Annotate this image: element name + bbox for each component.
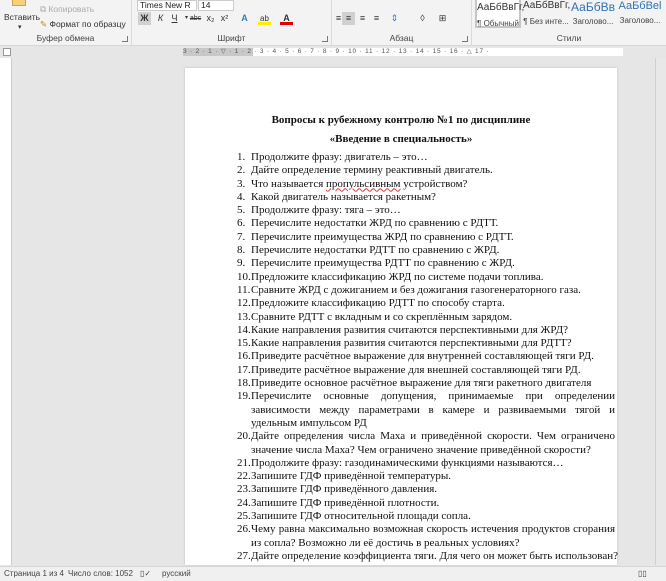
vertical-ruler xyxy=(0,58,12,565)
question-number: 22. xyxy=(237,470,251,483)
ruler-labels: 3 · 2 · 1 · ▽ · 1 · 2 · 3 · 4 · 5 · 6 · 7 · 8 · 9 · 10 · 11 · 12 · 13 · 14 · 15 · 16 · △ 17 · xyxy=(183,48,490,55)
question-item xyxy=(237,257,615,270)
question-item xyxy=(237,510,615,523)
question-item xyxy=(237,497,615,510)
document-subtitle: «Введение в специальность» xyxy=(329,133,473,145)
question-text: Продолжите фразу: двигатель – это… xyxy=(251,151,428,163)
question-item xyxy=(237,244,615,257)
language[interactable]: русский xyxy=(162,569,191,578)
question-text: Предложите классификацию ЖРД по системе подачи топлива. xyxy=(251,270,544,283)
copy-icon: ⧉ xyxy=(40,4,49,14)
styles-group-label: Стили xyxy=(556,33,582,43)
question-text: Что называется xyxy=(251,177,327,190)
question-text: Запишите ГДФ приведённой плотности. xyxy=(251,496,440,509)
style-preview: АаБбВв xyxy=(571,0,615,14)
question-number: 3. xyxy=(237,177,246,190)
question-number: 26. xyxy=(237,523,251,536)
question-item xyxy=(237,231,615,244)
font-launcher-icon[interactable] xyxy=(322,36,328,42)
borders-icon[interactable]: ⊞ xyxy=(438,13,447,23)
align-left-button[interactable]: ≡ xyxy=(335,13,342,23)
question-text: Приведите расчётное выражение для внешней составляющей тяги РД. xyxy=(251,363,581,376)
question-text: устройством? xyxy=(400,177,468,190)
question-item xyxy=(237,311,615,324)
question-text: Предложите классификацию РДТТ по способу старта. xyxy=(251,297,505,310)
question-text: Приведите основное расчётное выражение для тяги ракетного двигателя xyxy=(251,377,592,390)
document-title: Вопросы к рубежному контролю №1 по дисциплине xyxy=(271,114,531,126)
question-number: 27. xyxy=(237,549,251,562)
question-text: Дайте определение коэффициента тяги. Для чего он может быть использован? xyxy=(251,549,618,562)
style-name: Заголово... xyxy=(572,17,614,26)
question-text: Дайте определения числа Маха и приведённой скорости. Чем ограничено значение числа Маха? Чем ограничено значение приведённой скорости? xyxy=(251,430,615,456)
strikethrough-button[interactable]: abc xyxy=(189,15,202,22)
question-item xyxy=(237,151,615,164)
question-item xyxy=(237,284,615,297)
question-number: 4. xyxy=(237,190,246,203)
styles-group xyxy=(472,0,666,46)
question-text: Перечислите преимущества ЖРД по сравнению с РДТТ. xyxy=(251,230,514,243)
question-number: 12. xyxy=(237,297,251,310)
status-bar xyxy=(0,566,666,581)
word-count[interactable]: Число слов: 1052 xyxy=(68,569,133,578)
question-text: Какие направления развития считаются перспективными для РДТТ? xyxy=(251,337,572,350)
question-text: Чему равна максимально возможная скорость истечения продуктов сгорания из сопла? Возможно ли её достичь в реальных условиях? xyxy=(251,523,615,549)
misspelled-word: пропульсивным xyxy=(326,177,401,190)
style-name: ¶ Обычный xyxy=(477,19,519,28)
font-group xyxy=(132,0,332,46)
font-color-button[interactable]: A xyxy=(280,12,293,25)
read-mode-icon[interactable]: ▯▯ xyxy=(638,569,647,578)
copy-label: Копировать xyxy=(48,4,95,14)
text-effects-button[interactable]: A xyxy=(241,13,248,23)
question-number: 16. xyxy=(237,350,251,363)
question-text: Запишите ГДФ относительной площади сопла. xyxy=(251,510,471,523)
format-painter-button[interactable] xyxy=(40,19,126,30)
question-number: 19. xyxy=(237,390,251,403)
shading-icon[interactable]: ◊ xyxy=(420,13,425,23)
question-number: 5. xyxy=(237,204,246,217)
question-number: 6. xyxy=(237,217,246,230)
question-number: 14. xyxy=(237,323,251,336)
question-item xyxy=(237,217,615,230)
question-number: 9. xyxy=(237,257,246,270)
question-text: Запишите ГДФ приведённого давления. xyxy=(251,483,438,496)
question-number: 25. xyxy=(237,510,251,523)
proofing-icon[interactable]: ▯✓ xyxy=(140,569,152,578)
document-page[interactable] xyxy=(185,68,617,565)
question-number: 10. xyxy=(237,270,251,283)
question-number: 8. xyxy=(237,244,246,257)
question-item xyxy=(237,457,615,470)
question-item xyxy=(237,271,615,284)
clipboard-launcher-icon[interactable] xyxy=(122,36,128,42)
question-text: Сравните ЖРД с дожиганием и без дожигания газогенераторного газа. xyxy=(251,283,581,296)
question-number: 21. xyxy=(237,456,251,469)
align-right-button[interactable]: ≡ xyxy=(359,13,366,23)
font-name-select[interactable]: Times New R xyxy=(137,0,197,11)
question-number: 13. xyxy=(237,310,251,323)
style-preview: АаБбВвГг, xyxy=(477,2,525,13)
question-number: 17. xyxy=(237,363,251,376)
question-item xyxy=(237,178,615,191)
question-item xyxy=(237,297,615,310)
question-number: 20. xyxy=(237,430,251,443)
style-preview: АаБбВеl xyxy=(618,0,662,12)
question-text: Приведите расчётное выражение для внутренней составляющей тяги РД. xyxy=(251,350,594,363)
italic-button[interactable]: К xyxy=(157,13,164,23)
paste-dropdown-icon[interactable]: ▾ xyxy=(18,24,22,31)
question-text: Какой двигатель называется ракетным? xyxy=(251,190,436,203)
justify-button[interactable]: ≡ xyxy=(373,13,380,23)
style-name: Заголово... xyxy=(619,16,661,25)
question-text: Перечислите недостатки РДТТ по сравнению с ЖРД. xyxy=(251,244,500,257)
question-text: Дайте определение термину реактивный двигатель. xyxy=(251,164,493,177)
page-count[interactable]: Страница 1 из 4 xyxy=(4,569,64,578)
question-text: Перечислите основные допущения, принимаемые при определении зависимости между параметрами в камере и развиваемыми тягой и удельным импульсом РД xyxy=(251,390,615,429)
paste-icon[interactable] xyxy=(12,0,26,6)
question-item xyxy=(237,390,615,430)
font-group-label: Шрифт xyxy=(217,33,246,43)
vertical-scrollbar[interactable] xyxy=(655,58,666,565)
font-size-select[interactable]: 14 xyxy=(198,0,234,11)
clipboard-group xyxy=(0,0,132,46)
question-text: Продолжите фразу: тяга – это… xyxy=(251,204,401,217)
underline-dropdown-icon[interactable]: ▾ xyxy=(184,15,188,21)
clipboard-group-label: Буфер обмена xyxy=(36,33,95,43)
highlight-button[interactable]: ab xyxy=(258,12,271,25)
style-heading-1[interactable] xyxy=(570,0,616,28)
question-text: Перечислите недостатки ЖРД по сравнению с РДТТ. xyxy=(251,217,499,230)
underline-button[interactable]: Ч xyxy=(171,13,178,23)
question-number: 23. xyxy=(237,483,251,496)
ribbon xyxy=(0,0,666,46)
paragraph-launcher-icon[interactable] xyxy=(462,36,468,42)
question-item xyxy=(237,164,615,177)
paragraph-group-label: Абзац xyxy=(389,33,414,43)
bold-button[interactable]: Ж xyxy=(138,12,151,25)
question-item xyxy=(237,470,615,483)
style-preview: АаБбВвГг, xyxy=(523,0,571,11)
brush-icon: ✎ xyxy=(40,19,50,29)
align-center-button[interactable]: ≡ xyxy=(342,12,355,25)
copy-button[interactable] xyxy=(40,4,94,15)
paragraph-group xyxy=(332,0,472,46)
question-text: Какие направления развития считаются перспективными для ЖРД? xyxy=(251,323,569,336)
question-text: Сравните РДТТ с вкладным и со скреплённым зарядом. xyxy=(251,310,513,323)
question-text: Продолжите фразу: газодинамическими функциями называются… xyxy=(251,456,564,469)
question-item xyxy=(237,324,615,337)
question-item xyxy=(237,483,615,496)
question-item xyxy=(237,350,615,363)
question-number: 24. xyxy=(237,496,251,509)
question-list xyxy=(237,151,618,563)
superscript-button[interactable]: x² xyxy=(220,13,229,23)
question-item xyxy=(237,549,618,563)
paste-button[interactable]: Вставить xyxy=(4,12,41,22)
style-no-spacing[interactable] xyxy=(523,0,569,28)
horizontal-ruler[interactable] xyxy=(0,46,666,58)
question-number: 7. xyxy=(237,230,246,243)
question-number: 2. xyxy=(237,164,246,177)
question-number: 15. xyxy=(237,337,251,350)
question-item xyxy=(237,204,615,217)
question-text: Перечислите преимущества РДТТ по сравнению с ЖРД. xyxy=(251,257,515,270)
question-item xyxy=(237,430,615,457)
style-name: ¶ Без инте... xyxy=(523,17,569,26)
question-item xyxy=(237,364,615,377)
format-painter-label: Формат по образцу xyxy=(49,19,126,29)
subscript-button[interactable]: x₂ xyxy=(206,13,215,23)
line-spacing-icon[interactable]: ⇕ xyxy=(390,13,399,23)
question-item xyxy=(237,191,615,204)
question-item xyxy=(237,523,615,550)
style-heading-2[interactable] xyxy=(617,0,663,28)
question-number: 11. xyxy=(237,283,251,296)
question-number: 1. xyxy=(237,151,246,163)
tab-selector-icon[interactable] xyxy=(3,48,11,56)
question-item xyxy=(237,377,615,390)
question-item xyxy=(237,337,615,350)
style-normal[interactable] xyxy=(475,0,525,28)
question-text: Запишите ГДФ приведённой температуры. xyxy=(251,470,452,483)
question-number: 18. xyxy=(237,377,251,390)
